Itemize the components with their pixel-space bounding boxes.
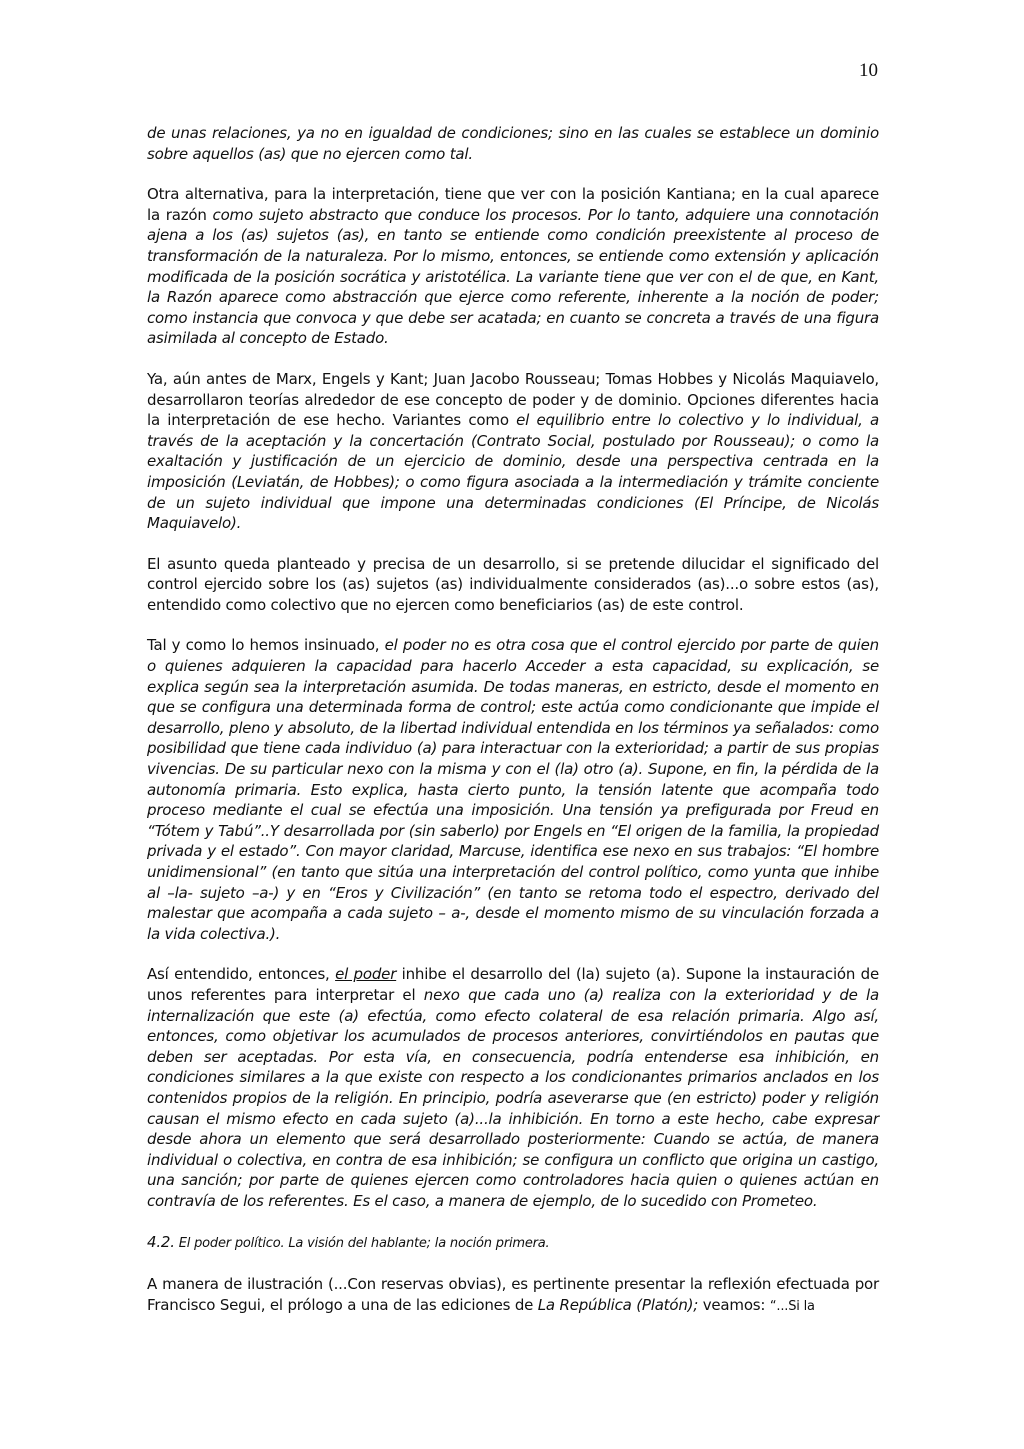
body-text: inhibe el desarrollo del (la) sujeto (a). Supone la instauración de unos referentes para interpretar el <box>147 965 879 1004</box>
body-text: Ya, aún antes de Marx, Engels y Kant; Juan Jacobo Rousseau; Tomas Hobbes y Nicolás Maquiavelo, desarrollaron teorías alrededor de ese concepto de poder y de dominio. Opciones diferentes hacia la interpretación de ese hecho. Variantes como <box>147 369 879 430</box>
italic-text: el poder no es otra cosa que el control ejercido por parte de quien o quienes adquieren la capacidad para hacerlo Acceder a esta capacidad, su explicación, se explica según sea la interpretación asumida. De todas maneras, en estricto, desde el momento en que se configura una determinada forma de control; este actúa como condicionante que impide el desarrollo, pleno y absoluto, de la libertad individual entendida en los términos ya señalados: como posibilidad que tiene cada individuo (a) para interactuar con la exterioridad; a partir de sus propias vivencias. De su particular nexo con la misma y con el (la) otro (a). Supone, en fin, la pérdida de la autonomía primaria. Esto explica, hasta cierto punto, la tensión latente que acompaña todo proceso mediante el cual se efectúa una imposición. Una tensión ya prefigurada por Freud en “Tótem y Tabú”..Y desarrollada por (sin saberlo) por Engels en “El origen de la familia, la propiedad privada y el estado”. Con mayor claridad, Marcuse, identifica ese nexo en sus trabajos: “El hombre unidimensional” (en tanto que sitúa una interpretación del control político, como yunta que inhibe al –la- sujeto –a-) y en “Eros y Civilización” (en tanto se retoma todo el espectro, derivado del malestar que acompaña a cada sujeto – a-, desde el momento mismo de su vinculación forzada a la vida colectiva.). <box>147 636 879 943</box>
paragraph-7 <box>147 1274 879 1317</box>
page-body <box>147 123 879 1337</box>
italic-text: nexo que cada uno (a) realiza con la exterioridad y de la internalización que este (a) efectúa, como efecto colateral de esa relación primaria. Algo así, entonces, como objetivar los acumulados de procesos anteriores, convirtiéndolos en pautas que deben ser aceptadas. Por esta vía, en consecuencia, podría entenderse esa inhibición, en condiciones similares a la que existe con respecto a los condicionantes primarios anclados en los contenidos propios de la religión. En principio, podría aseverarse que (en estricto) poder y religión causan el mismo efecto en cada sujeto (a)...la inhibición. En torno a este hecho, cabe expresar desde ahora un elemento que será desarrollado posteriormente: Cuando se actúa, de manera individual o colectiva, en contra de esa inhibición; se configura un conflicto que origina un castigo, una sanción; por parte de quienes ejercen como controladores hacia quien o quienes actúan en contravía de los referentes. Es el caso, a manera de ejemplo, de lo sucedido con Prometeo. <box>147 985 879 1210</box>
paragraph-6 <box>147 964 879 1211</box>
page-number: 10 <box>859 60 878 81</box>
section-title: El poder político. La visión del hablante; la noción primera. <box>174 1235 550 1251</box>
quote-start: “...Si la <box>769 1298 815 1314</box>
paragraph-3 <box>147 369 879 534</box>
italic-text: de unas relaciones, ya no en igualdad de condiciones; sino en las cuales se establece un dominio sobre aquellos (as) que no ejercen como tal. <box>147 124 879 163</box>
paragraph-5 <box>147 635 879 944</box>
italic-text: La República (Platón); <box>537 1295 699 1314</box>
body-text: El asunto queda planteado y precisa de un desarrollo, si se pretende dilucidar el significado del control ejercido sobre los (as) sujetos (as) individualmente considerados (as)...o sobre estos (as), entendido como colectivo que no ejercen como beneficiarios (as) de este control. <box>147 554 879 614</box>
paragraph-2 <box>147 184 879 349</box>
underlined-italic: el poder <box>335 965 397 984</box>
italic-text: como sujeto abstracto que conduce los procesos. Por lo tanto, adquiere una connotación ajena a los (as) sujetos (as), en tanto se entiende como condición preexistente al proceso de transformación de la naturaleza. Por lo mismo, entonces, se entiende como extensión y aplicación modificada de la posición socrática y aristotélica. La variante tiene que ver con el de que, en Kant, la Razón aparece como abstracción que ejerce como referente, inherente a la noción de poder; como instancia que convoca y que debe ser acatada; en cuanto se concreta a través de una figura asimilada al concepto de Estado. <box>147 205 879 348</box>
section-heading <box>147 1232 879 1255</box>
paragraph-4 <box>147 554 879 616</box>
underlined-text <box>335 965 396 983</box>
body-text: Otra alternativa, para la interpretación, tiene que ver con la posición Kantiana; en la cual aparece la razón <box>147 185 879 224</box>
body-text: A manera de ilustración (...Con reservas obvias), es pertinente presentar la reflexión efectuada por Francisco Segui, el prólogo a una de las ediciones de <box>147 1275 879 1314</box>
italic-text: el equilibrio entre lo colectivo y lo individual, a través de la aceptación y la concertación (Contrato Social, postulado por Rousseau); o como la exaltación y justificación de un ejercicio de dominio, desde una perspectiva centrada en la imposición (Leviatán, de Hobbes); o como figura asociada a la intermediación y trámite conciente de un sujeto individual que impone una determinadas condiciones (El Príncipe, de Nicolás Maquiavelo). <box>147 411 879 533</box>
section-number: 4.2. <box>147 1232 175 1251</box>
paragraph-1 <box>147 123 879 164</box>
body-text: Tal y como lo hemos insinuado, <box>147 636 385 655</box>
body-text: veamos: <box>698 1295 770 1314</box>
body-text: Así entendido, entonces, <box>147 965 336 984</box>
